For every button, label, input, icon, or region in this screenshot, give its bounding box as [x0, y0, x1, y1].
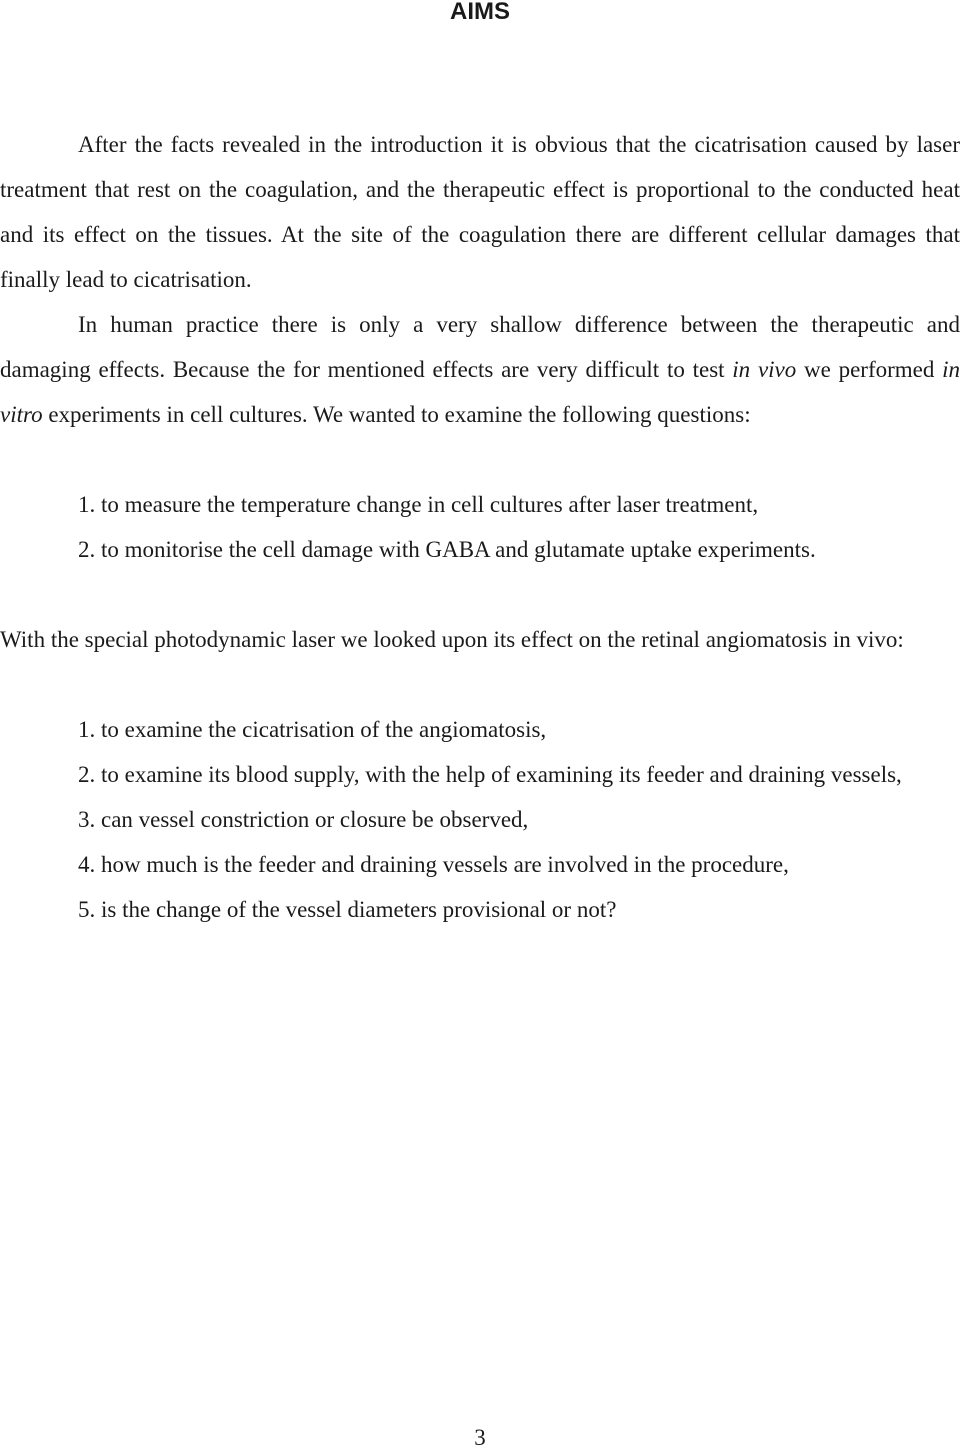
- in-vivo-questions-list: [0, 707, 960, 932]
- in-vivo-term: in vivo: [732, 357, 797, 382]
- list-item-number: 5.: [78, 897, 96, 922]
- list-item-text: to examine its blood supply, with the help of examining its feeder and draining vessels,: [101, 762, 902, 787]
- list-item-number: 1.: [78, 492, 96, 517]
- list-item-text: to examine the cicatrisation of the angiomatosis,: [101, 717, 547, 742]
- list-item: [0, 797, 960, 842]
- list-item-text: to measure the temperature change in cell cultures after laser treatment,: [101, 492, 759, 517]
- in-vitro-term: in vitro: [0, 357, 960, 427]
- practice-text-2: we performed: [796, 357, 943, 382]
- practice-paragraph: [0, 302, 960, 437]
- page-title: AIMS: [450, 0, 510, 25]
- practice-text-1: In human practice there is only a very shallow difference between the therapeutic and damaging effects. Because the for mentioned effects are very difficult to test: [0, 312, 960, 382]
- list-item-number: 1.: [78, 717, 96, 742]
- list-item-number: 4.: [78, 852, 96, 877]
- list-item-text: can vessel constriction or closure be observed,: [101, 807, 529, 832]
- page-number: 3: [474, 1425, 486, 1450]
- list-item-text: is the change of the vessel diameters provisional or not?: [101, 897, 617, 922]
- list-item-text: how much is the feeder and draining vessels are involved in the procedure,: [101, 852, 789, 877]
- list-item-number: 2.: [78, 537, 96, 562]
- list-item-number: 3.: [78, 807, 96, 832]
- list-item: [0, 887, 960, 932]
- list-item: [0, 482, 960, 527]
- list-item-text: to monitorise the cell damage with GABA and glutamate uptake experiments.: [101, 537, 816, 562]
- list-item: [0, 752, 960, 797]
- practice-text-3: experiments in cell cultures. We wanted to examine the following questions:: [42, 402, 751, 427]
- list-item: [0, 527, 960, 572]
- in-vitro-questions-list: [0, 482, 960, 572]
- list-item: [0, 842, 960, 887]
- list-item: [0, 707, 960, 752]
- intro-paragraph: After the facts revealed in the introduction it is obvious that the cicatrisation caused by laser treatment that rest on the coagulation, and the therapeutic effect is proportional to the conducted heat and its effect on the tissues. At the site of the coagulation there are different cellular damages that finally lead to cicatrisation.: [0, 132, 960, 292]
- in-vivo-paragraph: With the special photodynamic laser we looked upon its effect on the retinal angiomatosis in vivo:: [0, 627, 904, 652]
- list-item-number: 2.: [78, 762, 96, 787]
